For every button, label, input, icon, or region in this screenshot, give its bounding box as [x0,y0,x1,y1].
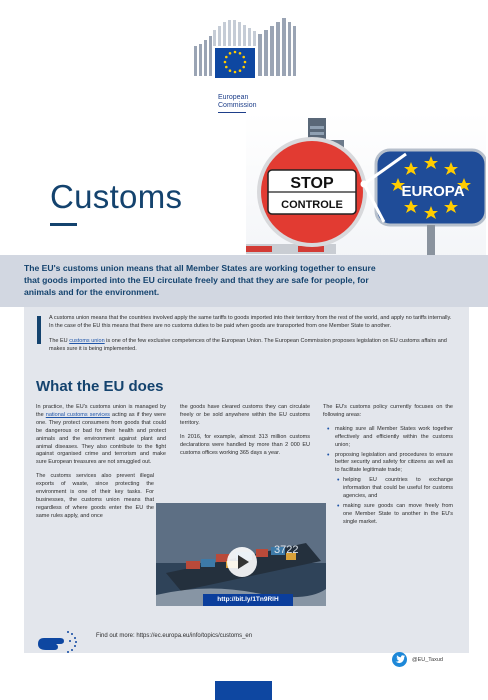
stop-sign-text-bottom: CONTROLE [281,199,343,211]
customs-union-link[interactable]: customs union [69,337,105,344]
col1-p1-prefix: In practice, the EU's customs union is managed by the [36,404,166,418]
title-underline [50,223,77,226]
column-3 [323,404,453,529]
ec-name-line1: European [218,94,249,101]
focus-list [323,426,453,527]
col2-paragraph-2: In 2016, for example, almost 313 million customs declarations were handled by more than 2 000 EU customs offices working 365 days a year. [180,433,310,456]
section-title: What the EU does [36,378,164,395]
find-out-more-link[interactable]: Find out more: https://ec.europa.eu/info/topics/customs_en [96,633,253,639]
pointing-hand-icon [36,628,80,654]
list-item: • making sure goods can move freely from one Member State to another in the EU's single market. [333,503,453,527]
ship-number: 3722 [274,544,299,556]
list-item: • making sure all Member States work together effectively and efficiently within the customs union; [323,426,453,450]
intro-quote-bar [37,316,41,344]
video-url-link[interactable]: http://bit.ly/1Tn9RlH [203,594,293,606]
column-2 [180,404,310,463]
ec-building-logo [190,16,300,91]
col2-paragraph-1: the goods have cleared customs they can circulate freely or be sold anywhere within the EU customs territory. [180,404,310,426]
col1-paragraph-2: The customs services also prevent illegal exports of waste, since protecting the environment is one of their key tasks. For businesses, the customs union means that regardless of where goods enter the EU the same rules apply, and once [36,473,154,519]
col3-intro: The EU's customs policy currently focuses on the following areas: [323,404,453,418]
column-1 [36,404,166,527]
lead-paragraph: The EU's customs union means that all Member States are working together to ensure that goods imported into the EU circulate freely and that they are safe for people, for animals and for the environment. [24,263,376,297]
bottom-brand-bar [215,681,272,700]
col1-p1-suffix: acting as if they were one. They protect consumers from goods that could be dangerous or bad for their health and protect animals and the environment against plant and animal diseases. They also contribute to the fight against organised crime and terrorism and make sure European treasures are not smuggled out. [36,411,166,466]
twitter-badge[interactable] [392,650,457,669]
stop-sign-icon [257,137,367,247]
ec-name-line2: Commission [218,102,257,109]
play-icon[interactable] [227,547,257,577]
list-item: • proposing legislation and procedures to ensure better security and safety for citizens as well as to facilitate legitimate trade; [323,452,453,476]
european-commission-logo [190,16,300,111]
twitter-handle: @EU_Taxud [412,656,443,663]
intro-p2-prefix: The EU [49,337,70,344]
intro-paragraph-2 [49,337,457,354]
twitter-icon [392,652,407,667]
hero-image [246,112,486,260]
ec-name [218,94,298,110]
intro-text [49,314,457,360]
list-item: • helping EU countries to exchange information that could be useful for customs agencies, and [333,477,453,501]
intro-paragraph-1: A customs union means that the countries involved apply the same tariffs to goods imported into their territory from the rest of the world, and apply no tariffs internally. In the case of the EU this means that there are no customs duties to be paid when goods are transported from one Member State to another. [49,315,452,330]
focus-sublist [333,477,453,526]
national-customs-link[interactable]: national customs services [45,411,110,418]
page-title: Customs [50,178,183,215]
col1-paragraph-1 [36,404,166,467]
europa-sign-text: EUROPA [401,183,465,200]
stop-sign-text-top: STOP [290,175,334,192]
video-player[interactable] [156,503,326,606]
intro-p2-suffix: is one of the few exclusive competences of the European Union. The European Commission proposes legislation on EU customs affairs and makes sure it is being implemented. [49,337,447,353]
